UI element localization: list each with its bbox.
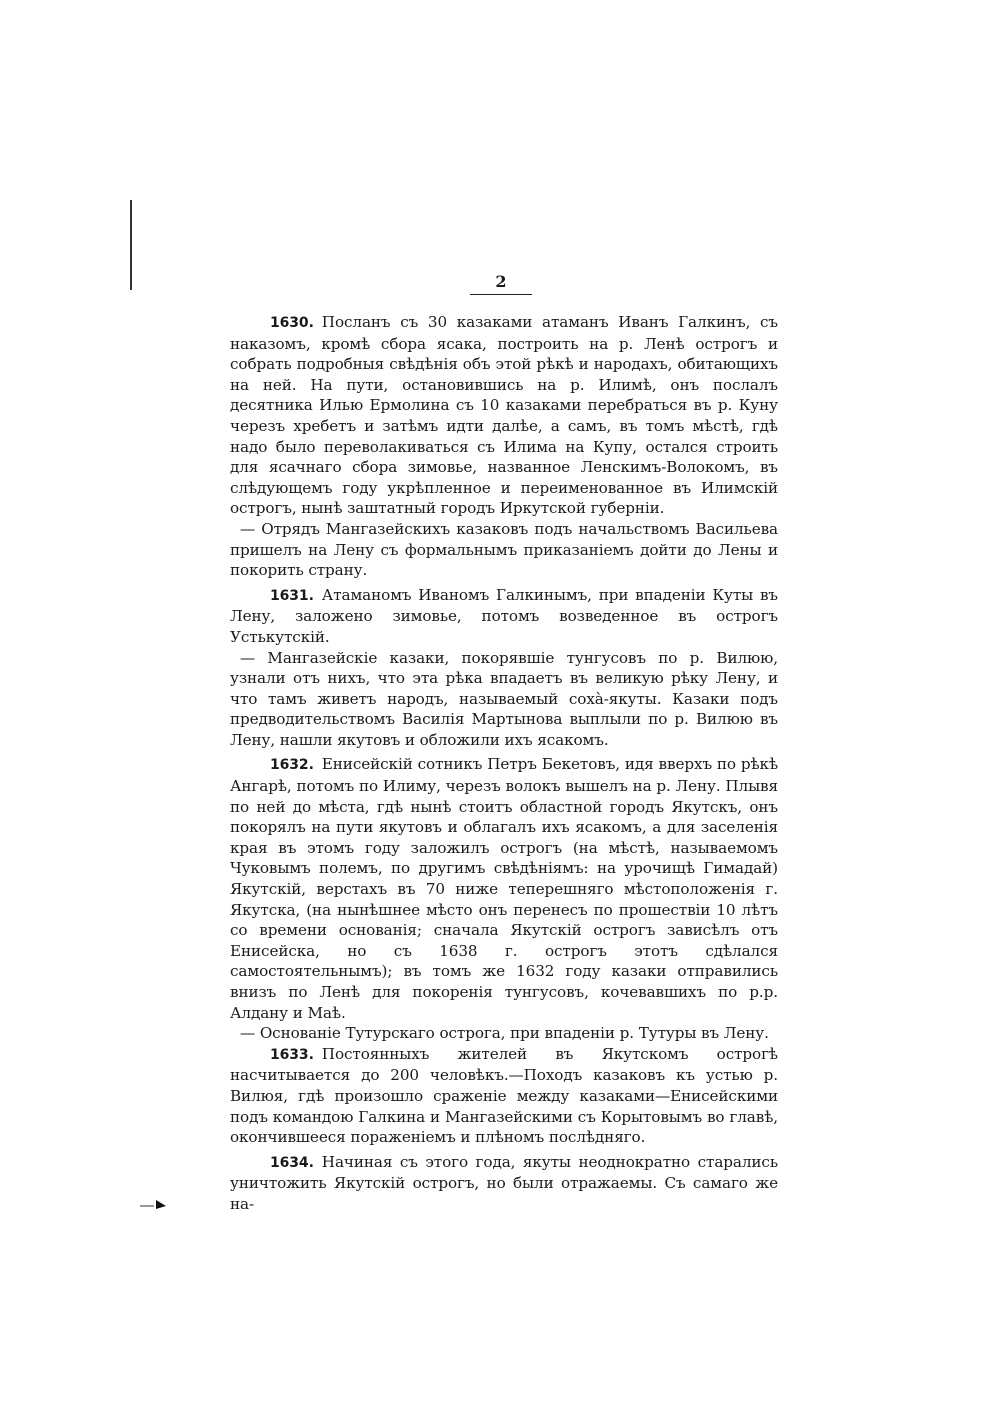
entry-text: Начиная съ этого года, якуты неоднократно старались уничтожить Якутскій острогъ, но были отражаемы. Съ самаго же на- [230, 1152, 778, 1213]
entry-1632-addendum [230, 1023, 778, 1044]
entry-text: — Мангазейскіе казаки, покорявшіе тунгусовъ по р. Вилюю, узнали отъ нихъ, что эта рѣка впадаетъ въ великую рѣку Лену, и что тамъ живетъ народъ, называемый сохà-якуты. Казаки подъ предводительствомъ Василія Мартынова выплыли по р. Вилюю въ Лену, нашли якутовъ и обложили ихъ ясакомъ. [230, 648, 778, 749]
entry-text: — Отрядъ Мангазейскихъ казаковъ подъ начальствомъ Васильева пришелъ на Лену съ формальнымъ приказаніемъ дойти до Лены и покорить страну. [230, 519, 778, 580]
entry-1633 [230, 1044, 778, 1148]
chronicle-text [230, 312, 778, 1215]
entry-1630-addendum [230, 519, 778, 581]
entry-1631 [230, 585, 778, 648]
scan-edge-line [130, 200, 132, 290]
entry-year: 1633. [270, 1046, 314, 1063]
entry-text: Атаманомъ Иваномъ Галкинымъ, при впаденіи Куты въ Лену, заложено зимовье, потомъ возведенное въ острогъ Устькутскій. [230, 585, 778, 646]
page-number: 2 [470, 272, 532, 295]
entry-text: Посланъ съ 30 казаками атаманъ Иванъ Галкинъ, съ наказомъ, кромѣ сбора ясака, построить на р. Ленѣ острогъ и собрать подробныя свѣдѣнія объ этой рѣкѣ и народахъ, обитающихъ на ней. На пути, остановившись на р. Илимѣ, онъ послалъ десятника Илью Ермолина съ 10 казаками перебраться въ р. Куну черезъ хребетъ и затѣмъ идти далѣе, а самъ, въ томъ мѣстѣ, гдѣ надо было переволакиваться съ Илима на Купу, остался строить для ясачнаго сбора зимовье, названное Ленскимъ-Волокомъ, въ слѣдующемъ году укрѣпленное и переименованное въ Илимскій острогъ, нынѣ заштатный городъ Иркутской губерніи. [230, 313, 778, 518]
entry-text: Енисейскій сотникъ Петръ Бекетовъ, идя вверхъ по рѣкѣ Ангарѣ, потомъ по Илиму, черезъ волокъ вышелъ на р. Лену. Плывя по ней до мѣста, гдѣ нынѣ стоитъ областной городъ Якутскъ, онъ покорялъ на пути якутовъ и облагалъ ихъ ясакомъ, а для заселенія края въ этомъ году заложилъ острогъ (на мѣстѣ, называемомъ Чуковымъ полемъ, по другимъ свѣдѣніямъ: на урочищѣ Гимадай) Якутскій, верстахъ въ 70 ниже теперешняго мѣстоположенія г. Якутска, (на нынѣшнее мѣсто онъ перенесъ по прошествіи 10 лѣтъ со времени основанія; сначала Якутскій острогъ зависѣлъ отъ Енисейска, но съ 1638 г. острогъ этотъ сдѣлался самостоятельнымъ); въ томъ же 1632 году казаки отправились внизъ по Ленѣ для покоренія тунгусовъ, кочевавшихъ по р.р. Алдану и Маѣ. [230, 755, 778, 1022]
entry-text: Постоянныхъ жителей въ Якутскомъ острогѣ насчитывается до 200 человѣкъ.—Походъ казаковъ къ устью р. Вилюя, гдѣ произошло сраженіе между казаками—Енисейскими подъ командою Галкина и Мангазейскими съ Корытовымъ во главѣ, окончившееся пораженіемъ и плѣномъ послѣдняго. [230, 1044, 778, 1147]
entry-year: 1630. [270, 315, 314, 331]
entry-year: 1634. [270, 1154, 314, 1171]
entry-year: 1631. [270, 587, 314, 604]
entry-1634 [230, 1152, 778, 1215]
margin-mark-icon [140, 1198, 168, 1210]
entry-1632 [230, 754, 778, 1023]
entry-year: 1632. [270, 757, 314, 774]
entry-1631-addendum [230, 648, 778, 751]
entry-1630 [230, 312, 778, 519]
entry-text: — Основаніе Тутурскаго острога, при впаденіи р. Тутуры въ Лену. [240, 1024, 769, 1043]
